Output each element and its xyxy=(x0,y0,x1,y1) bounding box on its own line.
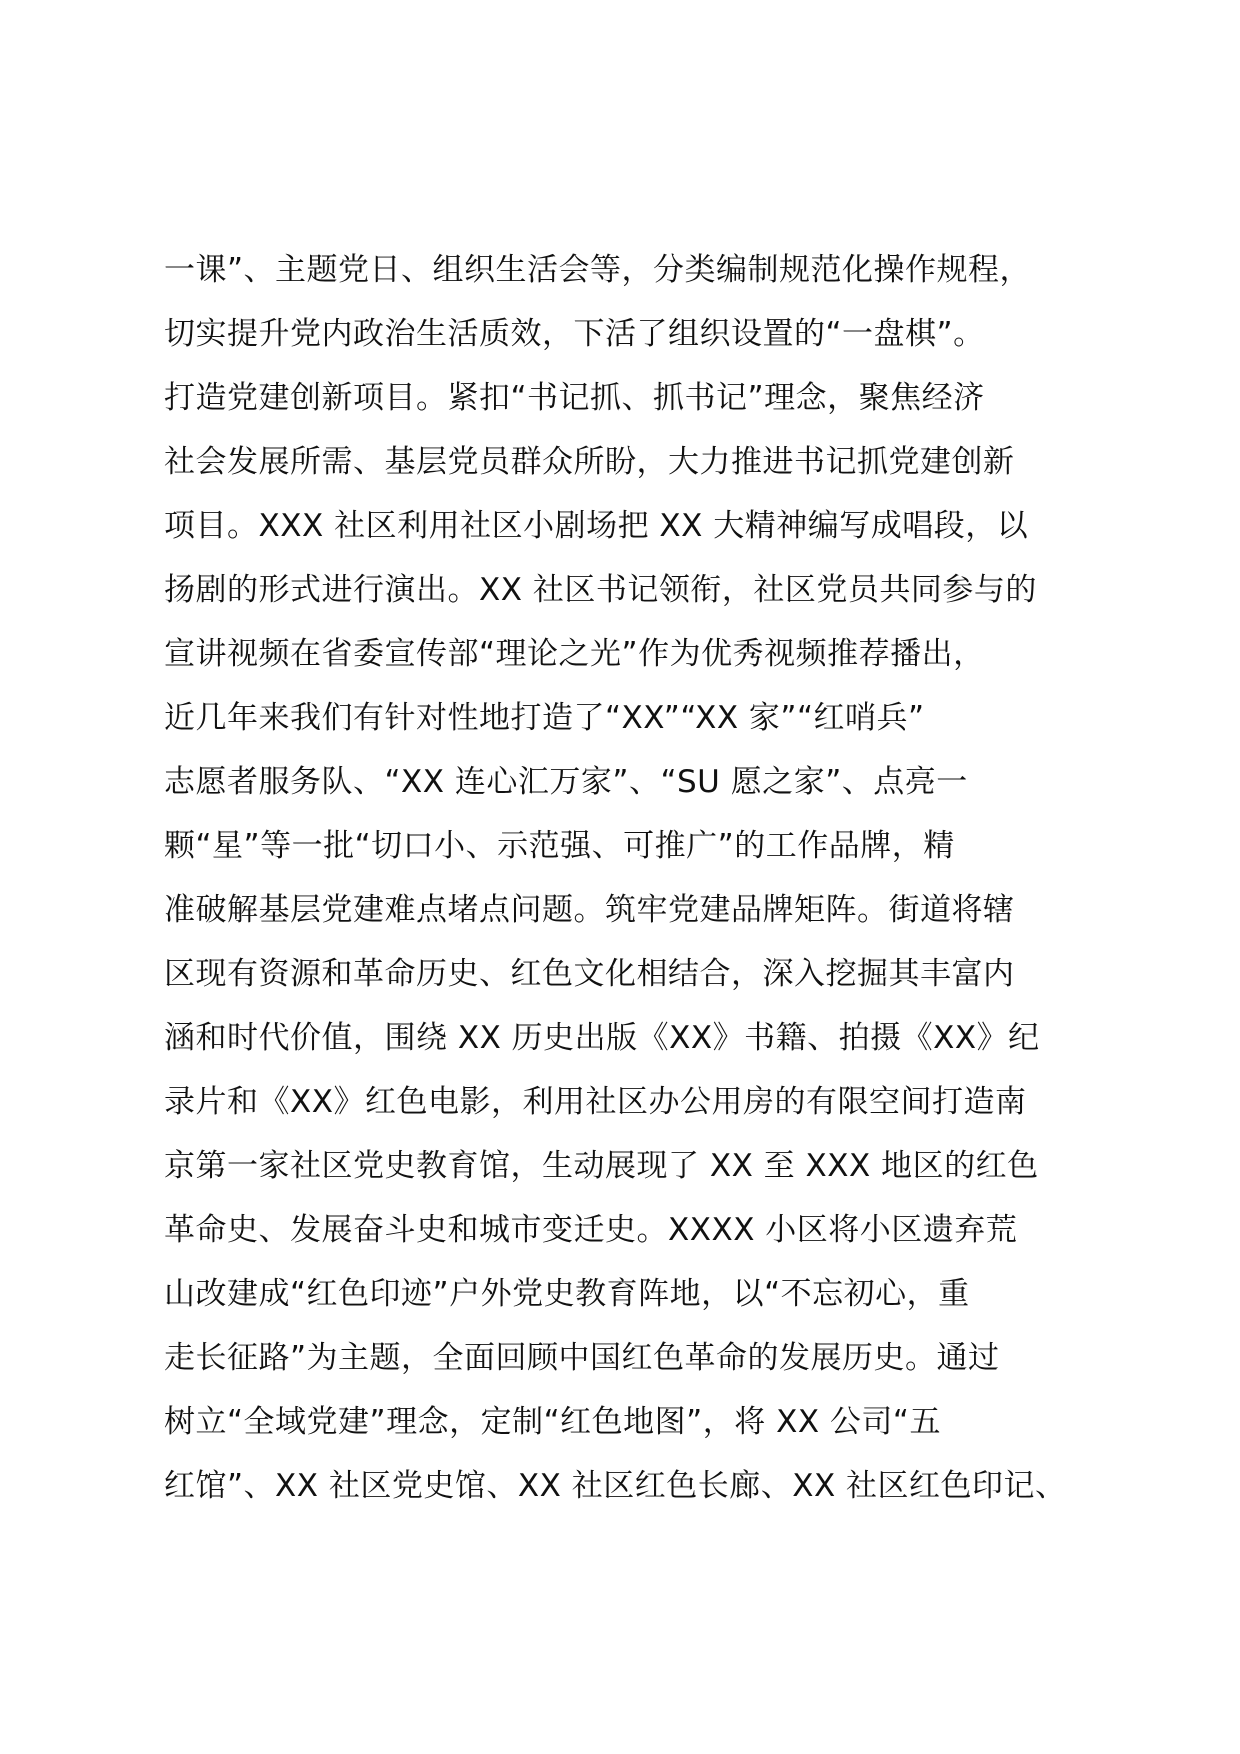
body-text xyxy=(164,238,1124,1518)
text-line: 一课”、主题党日、组织生活会等，分类编制规范化操作规程， xyxy=(164,252,1032,288)
text-line: 社会发展所需、基层党员群众所盼，大力推进书记抓党建创新 xyxy=(164,444,1015,480)
text-line: 涵和时代价值，围绕 XX 历史出版《XX》书籍、拍摄《XX》纪 xyxy=(164,1020,1040,1056)
text-line: 走长征路”为主题，全面回顾中国红色革命的发展历史。通过 xyxy=(164,1340,1000,1376)
text-line: 准破解基层党建难点堵点问题。筑牢党建品牌矩阵。街道将辖 xyxy=(164,892,1015,928)
text-line: 录片和《XX》红色电影，利用社区办公用房的有限空间打造南 xyxy=(164,1084,1027,1120)
text-line: 红馆”、XX 社区党史馆、XX 社区红色长廊、XX 社区红色印记、 xyxy=(164,1468,1067,1504)
text-line: 近几年来我们有针对性地打造了“XX”“XX 家”“红哨兵” xyxy=(164,700,925,736)
text-line: 京第一家社区党史教育馆，生动展现了 XX 至 XXX 地区的红色 xyxy=(164,1148,1039,1184)
text-line: 宣讲视频在省委宣传部“理论之光”作为优秀视频推荐播出， xyxy=(164,636,985,672)
text-line: 扬剧的形式进行演出。XX 社区书记领衔，社区党员共同参与的 xyxy=(164,572,1037,608)
text-line: 树立“全域党建”理念，定制“红色地图”，将 XX 公司“五 xyxy=(164,1404,941,1440)
text-line: 区现有资源和革命历史、红色文化相结合，深入挖掘其丰富内 xyxy=(164,956,1015,992)
text-line: 志愿者服务队、“XX 连心汇万家”、“SU 愿之家”、点亮一 xyxy=(164,764,968,800)
text-line: 打造党建创新项目。紧扣“书记抓、抓书记”理念，聚焦经济 xyxy=(164,380,985,416)
text-line: 革命史、发展奋斗史和城市变迁史。XXXX 小区将小区遗弃荒 xyxy=(164,1212,1018,1248)
text-line: 项目。XXX 社区利用社区小剧场把 XX 大精神编写成唱段，以 xyxy=(164,508,1029,544)
text-line: 山改建成“红色印迹”户外党史教育阵地，以“不忘初心，重 xyxy=(164,1276,970,1312)
text-line: 颗“星”等一批“切口小、示范强、可推广”的工作品牌，精 xyxy=(164,828,955,864)
text-line: 切实提升党内政治生活质效，下活了组织设置的“一盘棋”。 xyxy=(164,316,985,352)
